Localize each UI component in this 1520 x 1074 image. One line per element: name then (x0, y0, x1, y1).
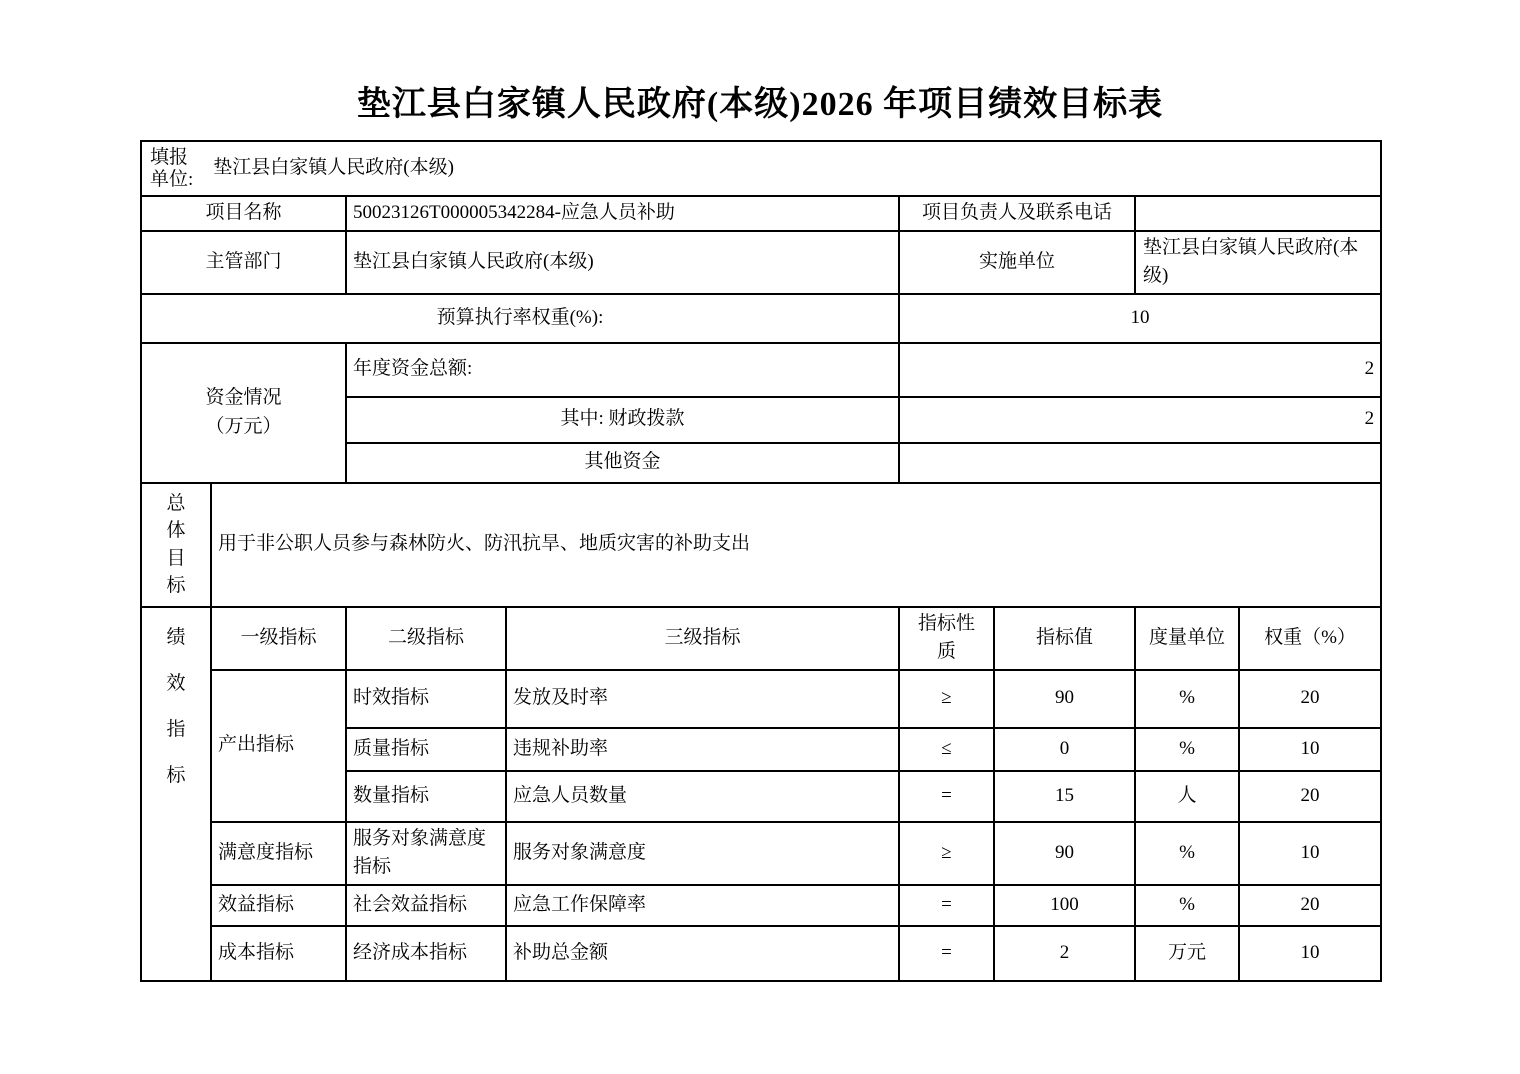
project-leader-value (1135, 196, 1381, 231)
performance-target-table (140, 140, 1382, 982)
funds-other-label: 其他资金 (346, 443, 899, 483)
unit-cell: % (1135, 822, 1239, 885)
header-level2: 二级指标 (346, 607, 506, 670)
fill-unit-value: 垫江县白家镇人民政府(本级) (213, 157, 454, 179)
impl-unit-label: 实施单位 (899, 231, 1135, 294)
project-leader-label: 项目负责人及联系电话 (899, 196, 1135, 231)
value-cell: 15 (994, 771, 1135, 822)
level3-cell: 发放及时率 (506, 670, 899, 728)
unit-cell: 万元 (1135, 926, 1239, 981)
overall-goal-text: 用于非公职人员参与森林防火、防汛抗旱、地质灾害的补助支出 (211, 483, 1381, 607)
level2-cell: 经济成本指标 (346, 926, 506, 981)
nature-cell: = (899, 926, 994, 981)
level2-cell: 服务对象满意度指标 (346, 822, 506, 885)
nature-cell: = (899, 885, 994, 926)
budget-exec-weight-row (141, 294, 1381, 343)
funds-fiscal-label: 其中: 财政拨款 (346, 397, 899, 443)
indicator-row (141, 926, 1381, 981)
fill-unit-label-line1: 填报 (150, 146, 189, 168)
value-cell: 90 (994, 670, 1135, 728)
level1-cell: 满意度指标 (211, 822, 346, 885)
level3-cell: 应急工作保障率 (506, 885, 899, 926)
weight-cell: 20 (1239, 670, 1381, 728)
value-cell: 90 (994, 822, 1135, 885)
unit-cell: 人 (1135, 771, 1239, 822)
level1-cell: 产出指标 (211, 670, 346, 822)
fill-unit-row (141, 141, 1381, 196)
weight-cell: 10 (1239, 926, 1381, 981)
project-name-value: 50023126T000005342284-应急人员补助 (346, 196, 899, 231)
level1-cell: 成本指标 (211, 926, 346, 981)
header-weight: 权重（%） (1239, 607, 1381, 670)
fill-unit-label (148, 147, 193, 191)
unit-cell: % (1135, 670, 1239, 728)
funds-group-label-line2: （万元） (205, 415, 282, 437)
header-value: 指标值 (994, 607, 1135, 670)
nature-cell: ≤ (899, 728, 994, 771)
funds-other-value (899, 443, 1381, 483)
level3-cell: 应急人员数量 (506, 771, 899, 822)
level2-cell: 社会效益指标 (346, 885, 506, 926)
project-name-row (141, 196, 1381, 231)
funds-fiscal-value: 2 (899, 397, 1381, 443)
fill-unit-cell (141, 141, 1381, 196)
level2-cell: 数量指标 (346, 771, 506, 822)
budget-exec-weight-label: 预算执行率权重(%): (141, 294, 899, 343)
weight-cell: 10 (1239, 728, 1381, 771)
department-value: 垫江县白家镇人民政府(本级) (346, 231, 899, 294)
weight-cell: 10 (1239, 822, 1381, 885)
indicator-row (141, 670, 1381, 728)
overall-goal-row (141, 483, 1381, 607)
unit-cell: % (1135, 885, 1239, 926)
overall-goal-label: 总 体 目 标 (141, 483, 211, 607)
fill-unit-label-line2: 单位: (150, 168, 194, 190)
header-level3: 三级指标 (506, 607, 899, 670)
indicator-row (141, 822, 1381, 885)
weight-cell: 20 (1239, 885, 1381, 926)
header-nature: 指标性质 (899, 607, 994, 670)
indicator-header-row (141, 607, 1381, 670)
nature-cell: ≥ (899, 670, 994, 728)
level3-cell: 服务对象满意度 (506, 822, 899, 885)
perf-indicator-label: 绩 效 指 标 (141, 607, 211, 981)
value-cell: 2 (994, 926, 1135, 981)
header-unit: 度量单位 (1135, 607, 1239, 670)
department-row (141, 231, 1381, 294)
unit-cell: % (1135, 728, 1239, 771)
funds-group-label (141, 343, 346, 483)
page-title: 垫江县白家镇人民政府(本级)2026 年项目绩效目标表 (356, 86, 1164, 123)
nature-cell: ≥ (899, 822, 994, 885)
level2-cell: 时效指标 (346, 670, 506, 728)
level3-cell: 违规补助率 (506, 728, 899, 771)
funds-total-value: 2 (899, 343, 1381, 397)
level1-cell: 效益指标 (211, 885, 346, 926)
header-level1: 一级指标 (211, 607, 346, 670)
funds-total-label: 年度资金总额: (346, 343, 899, 397)
value-cell: 100 (994, 885, 1135, 926)
impl-unit-value: 垫江县白家镇人民政府(本级) (1135, 231, 1381, 294)
indicator-row (141, 885, 1381, 926)
funds-group-label-line1: 资金情况 (205, 387, 282, 408)
level3-cell: 补助总金额 (506, 926, 899, 981)
value-cell: 0 (994, 728, 1135, 771)
budget-exec-weight-value: 10 (899, 294, 1381, 343)
weight-cell: 20 (1239, 771, 1381, 822)
level2-cell: 质量指标 (346, 728, 506, 771)
funds-total-row (141, 343, 1381, 397)
project-name-label: 项目名称 (141, 196, 346, 231)
department-label: 主管部门 (141, 231, 346, 294)
nature-cell: = (899, 771, 994, 822)
